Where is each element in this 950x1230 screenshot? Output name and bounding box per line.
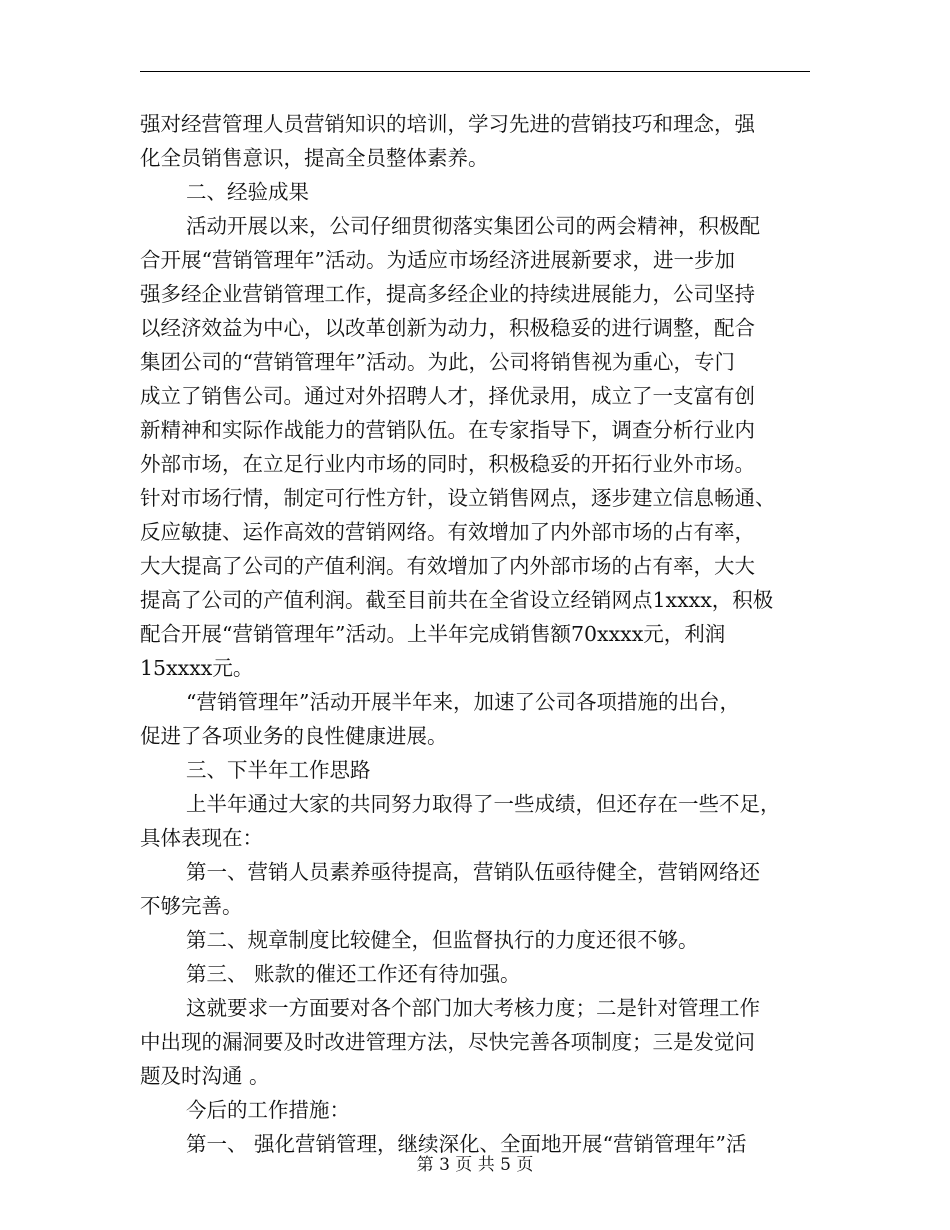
text-line: 今后的工作措施： — [186, 1098, 350, 1122]
text-line: 题及时沟通 。 — [140, 1064, 270, 1088]
text-line: 第一、 强化营销管理，继续深化、全面地开展“营销管理年”活 — [186, 1132, 747, 1156]
text-line: 反应敏捷、运作高效的营销网络。有效增加了内外部市场的占有率， — [140, 520, 755, 544]
text-line: 化全员销售意识，提高全员整体素养。 — [140, 146, 489, 170]
text-line: “营销管理年”活动开展半年来，加速了公司各项措施的出台， — [186, 690, 740, 714]
text-line: 强多经企业营销管理工作，提高多经企业的持续进展能力，公司坚持 — [140, 282, 755, 306]
text-line: 合开展“营销管理年”活动。为适应市场经济进展新要求，进一步加 — [140, 248, 735, 272]
text-line: 成立了销售公司。通过对外招聘人才，择优录用，成立了一支富有创 — [140, 384, 755, 408]
text-line: 集团公司的“营销管理年”活动。为此，公司将销售视为重心，专门 — [140, 350, 735, 374]
text-line: 这就要求一方面要对各个部门加大考核力度；二是针对管理工作 — [186, 996, 760, 1020]
text-line: 强对经营管理人员营销知识的培训，学习先进的营销技巧和理念，强 — [140, 112, 755, 136]
text-line: 具体表现在： — [140, 826, 263, 850]
text-line: 上半年通过大家的共同努力取得了一些成绩，但还存在一些不足， — [186, 792, 781, 816]
text-line: 活动开展以来，公司仔细贯彻落实集团公司的两会精神，积极配 — [186, 214, 760, 238]
text-line: 15xxxx元。 — [140, 656, 254, 680]
text-line: 外部市场，在立足行业内市场的同时，积极稳妥的开拓行业外市场。 — [140, 452, 755, 476]
text-line: 第二、规章制度比较健全，但监督执行的力度还很不够。 — [186, 928, 699, 952]
header-rule — [140, 71, 810, 72]
text-line: 针对市场行情，制定可行性方针，设立销售网点，逐步建立信息畅通、 — [140, 486, 776, 510]
text-line: 大大提高了公司的产值利润。有效增加了内外部市场的占有率，大大 — [140, 554, 755, 578]
text-line: 二、经验成果 — [186, 180, 309, 204]
text-line: 配合开展“营销管理年”活动。上半年完成销售额70xxxx元，利润 — [140, 622, 726, 646]
text-line: 以经济效益为中心，以改革创新为动力，积极稳妥的进行调整，配合 — [140, 316, 755, 340]
text-line: 第三、 账款的催还工作还有待加强。 — [186, 962, 521, 986]
text-line: 提高了公司的产值利润。截至目前共在全省设立经销网点1xxxx，积极 — [140, 588, 774, 612]
document-body — [140, 107, 812, 1161]
text-line: 第一、营销人员素养亟待提高，营销队伍亟待健全，营销网络还 — [186, 860, 760, 884]
text-line: 三、下半年工作思路 — [186, 758, 371, 782]
text-line: 促进了各项业务的良性健康进展。 — [140, 724, 448, 748]
text-line: 不够完善。 — [140, 894, 243, 918]
page-footer: 第 3 页 共 5 页 — [416, 1155, 534, 1175]
text-line: 新精神和实际作战能力的营销队伍。在专家指导下，调查分析行业内 — [140, 418, 755, 442]
text-line: 中出现的漏洞要及时改进管理方法，尽快完善各项制度；三是发觉问 — [140, 1030, 755, 1054]
